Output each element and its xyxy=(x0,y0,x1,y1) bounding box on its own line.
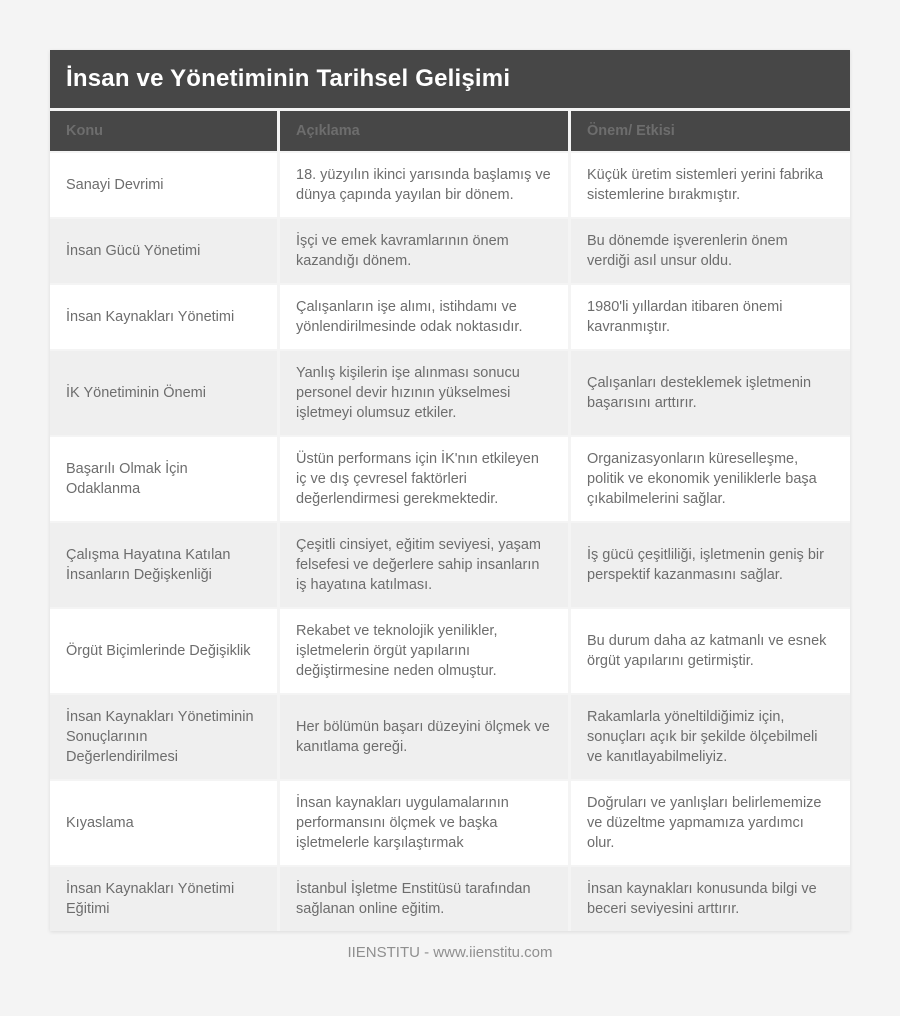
column-header-onem: Önem/ Etkisi xyxy=(568,111,850,151)
description-cell: İnsan kaynakları uygulamalarının performansını ölçmek ve başka işletmelerle karşılaştırmak xyxy=(277,781,568,865)
table-row xyxy=(50,693,850,779)
description-cell: Çalışanların işe alımı, istihdamı ve yönlendirilmesinde odak noktasıdır. xyxy=(277,285,568,349)
column-header-aciklama: Açıklama xyxy=(277,111,568,151)
description-cell: Yanlış kişilerin işe alınması sonucu personel devir hızının yükselmesi işletmeyi olumsuz etkiler. xyxy=(277,351,568,435)
footer-credit: IIENSTITU - www.iienstitu.com xyxy=(347,944,553,961)
history-table xyxy=(50,50,850,931)
description-cell: 18. yüzyılın ikinci yarısında başlamış ve dünya çapında yayılan bir dönem. xyxy=(277,153,568,217)
impact-cell: Doğruları ve yanlışları belirlememize ve düzeltme yapmamıza yardımcı olur. xyxy=(568,781,850,865)
table-row xyxy=(50,865,850,931)
description-cell: Çeşitli cinsiyet, eğitim seviyesi, yaşam felsefesi ve değerlere sahip insanların iş hayatına katılması. xyxy=(277,523,568,607)
table-row xyxy=(50,779,850,865)
table-row xyxy=(50,607,850,693)
topic-cell: Çalışma Hayatına Katılan İnsanların Değişkenliği xyxy=(66,547,231,583)
table-row xyxy=(50,283,850,349)
impact-cell: Rakamlarla yöneltildiğimiz için, sonuçları açık bir şekilde ölçebilmeli ve kanıtlayabilmeliyiz. xyxy=(568,695,850,779)
description-cell: İşçi ve emek kavramlarının önem kazandığı dönem. xyxy=(277,219,568,283)
impact-cell: İş gücü çeşitliliği, işletmenin geniş bir perspektif kazanmasını sağlar. xyxy=(568,523,850,607)
table-body xyxy=(50,151,850,931)
impact-cell: 1980'li yıllardan itibaren önemi kavranmıştır. xyxy=(568,285,850,349)
description-cell: Rekabet ve teknolojik yenilikler, işletmelerin örgüt yapılarını değiştirmesine neden olmuştur. xyxy=(277,609,568,693)
topic-cell: İK Yönetiminin Önemi xyxy=(66,385,206,401)
table-row xyxy=(50,521,850,607)
description-cell: İstanbul İşletme Enstitüsü tarafından sağlanan online eğitim. xyxy=(277,867,568,931)
table-row xyxy=(50,151,850,217)
impact-cell: Organizasyonların küreselleşme, politik ve ekonomik yeniliklerle başa çıkabilmelerini sağlar. xyxy=(568,437,850,521)
impact-cell: Bu durum daha az katmanlı ve esnek örgüt yapılarını getirmiştir. xyxy=(568,609,850,693)
table-row xyxy=(50,435,850,521)
table-row xyxy=(50,349,850,435)
impact-cell: Çalışanları desteklemek işletmenin başarısını arttırır. xyxy=(568,351,850,435)
topic-cell: İnsan Gücü Yönetimi xyxy=(66,243,201,259)
description-cell: Her bölümün başarı düzeyini ölçmek ve kanıtlama gereği. xyxy=(277,695,568,779)
table-header-row xyxy=(50,111,850,151)
topic-cell: Başarılı Olmak İçin Odaklanma xyxy=(66,461,188,497)
table-row xyxy=(50,217,850,283)
page-title: İnsan ve Yönetiminin Tarihsel Gelişimi xyxy=(50,50,850,108)
topic-cell: Örgüt Biçimlerinde Değişiklik xyxy=(66,643,251,659)
topic-cell: İnsan Kaynakları Yönetimi Eğitimi xyxy=(66,881,235,917)
description-cell: Üstün performans için İK'nın etkileyen iç ve dış çevresel faktörleri değerlendirmesi gerekmektedir. xyxy=(277,437,568,521)
topic-cell: İnsan Kaynakları Yönetiminin Sonuçlarının Değerlendirilmesi xyxy=(66,709,254,765)
column-header-konu: Konu xyxy=(66,123,104,139)
topic-cell: İnsan Kaynakları Yönetimi xyxy=(66,309,235,325)
impact-cell: Küçük üretim sistemleri yerini fabrika sistemlerine bırakmıştır. xyxy=(568,153,850,217)
impact-cell: Bu dönemde işverenlerin önem verdiği asıl unsur oldu. xyxy=(568,219,850,283)
impact-cell: İnsan kaynakları konusunda bilgi ve beceri seviyesini arttırır. xyxy=(568,867,850,931)
topic-cell: Sanayi Devrimi xyxy=(66,177,164,193)
topic-cell: Kıyaslama xyxy=(66,815,134,831)
